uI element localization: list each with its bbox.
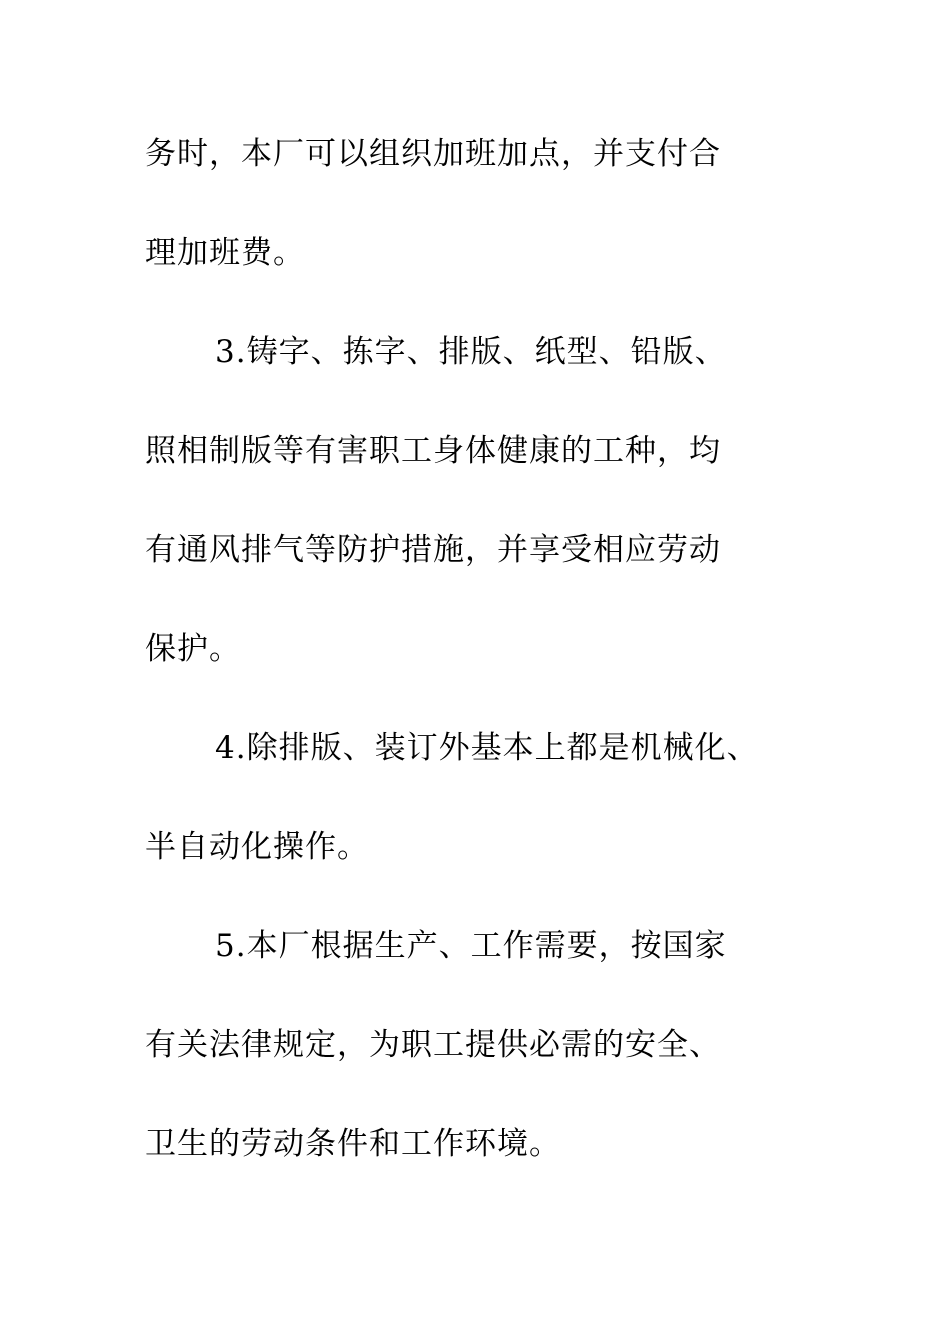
text-line: 保护。 [145,631,241,667]
paragraph-4-start: 4.除排版、装订外基本上都是机械化、 [215,730,759,766]
text-line: 有通风排气等防护措施，并享受相应劳动 [145,532,721,568]
text-line: 半自动化操作。 [145,829,369,865]
paragraph-5-start: 5.本厂根据生产、工作需要，按国家 [215,928,727,964]
text-line: 有关法律规定，为职工提供必需的安全、 [145,1027,721,1063]
document-body [145,124,805,1213]
text-line: 卫生的劳动条件和工作环境。 [145,1126,561,1162]
text-line: 照相制版等有害职工身体健康的工种，均 [145,433,721,469]
text-line: 理加班费。 [145,235,305,271]
text-line: 务时，本厂可以组织加班加点，并支付合 [145,136,721,172]
paragraph-3-start: 3.铸字、拣字、排版、纸型、铅版、 [215,334,727,370]
